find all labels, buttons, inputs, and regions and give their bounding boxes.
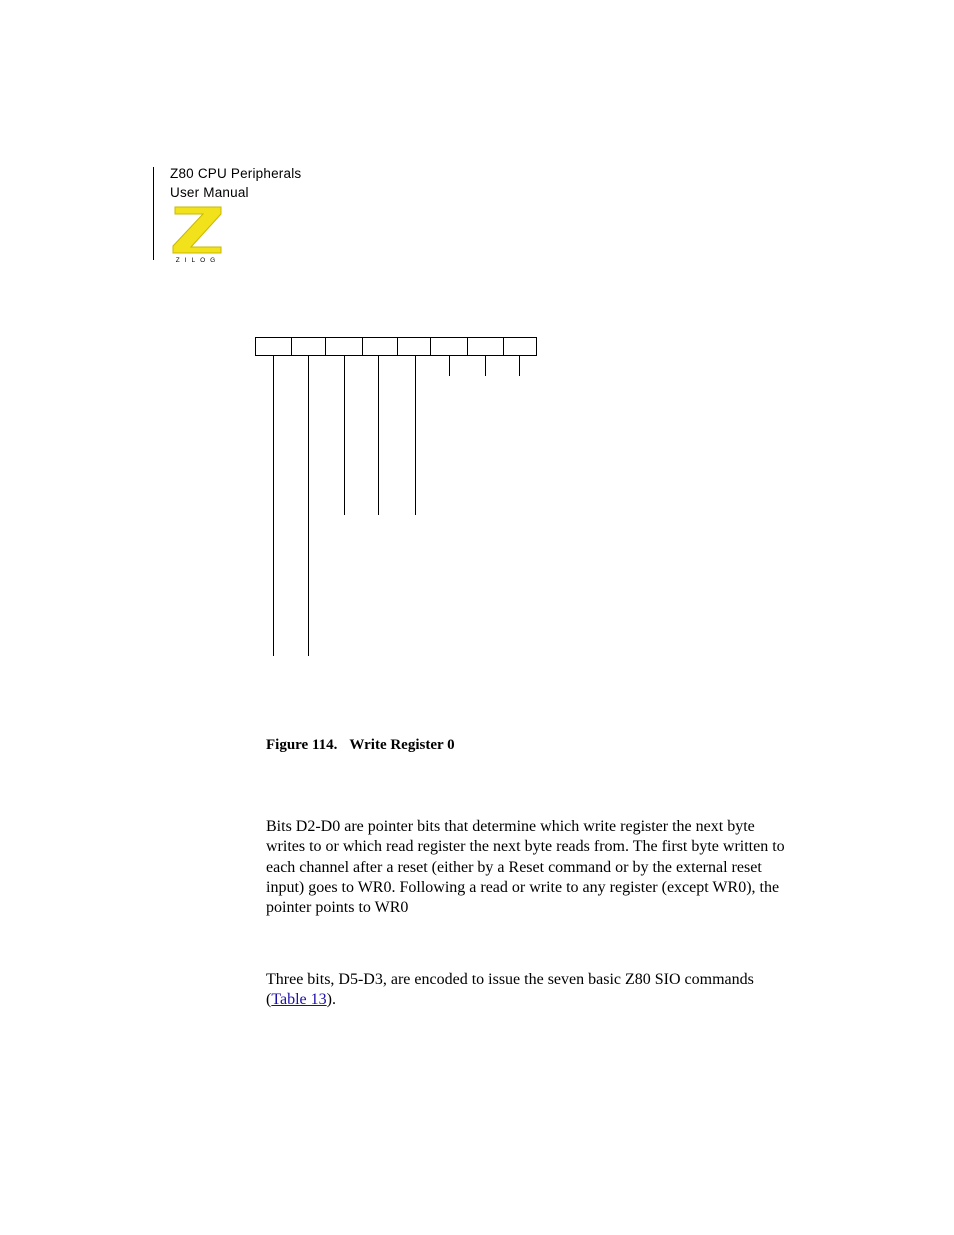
figure-title: Write Register 0 bbox=[349, 737, 455, 753]
register-box bbox=[256, 338, 537, 356]
figure-number: Figure 114. bbox=[266, 737, 338, 753]
body-paragraph-pointer-bits: Bits D2-D0 are pointer bits that determine which write register the next byte writes to or which read register the next byte reads from. The first byte written to each channel after a reset (either by a Reset command or by the external reset input) goes to WR0. Following a read or write to any register (except WR0), the pointer points to WR0 bbox=[266, 818, 785, 917]
figure-caption bbox=[266, 737, 455, 754]
header-product: Z80 CPU Peripherals bbox=[170, 166, 302, 181]
para2-text-after: ). bbox=[326, 991, 336, 1009]
logo-wordmark: ZILOG bbox=[175, 257, 221, 263]
para2-text-before: Three bits, D5-D3, are encoded to issue the seven basic Z80 SIO commands ( bbox=[266, 971, 754, 1009]
table-13-link[interactable]: Table 13 bbox=[271, 991, 327, 1009]
bit-leaders bbox=[274, 356, 520, 656]
bit-dividers bbox=[292, 337, 504, 356]
header-doc-type: User Manual bbox=[170, 185, 249, 200]
body-paragraph-commands bbox=[266, 970, 786, 1011]
